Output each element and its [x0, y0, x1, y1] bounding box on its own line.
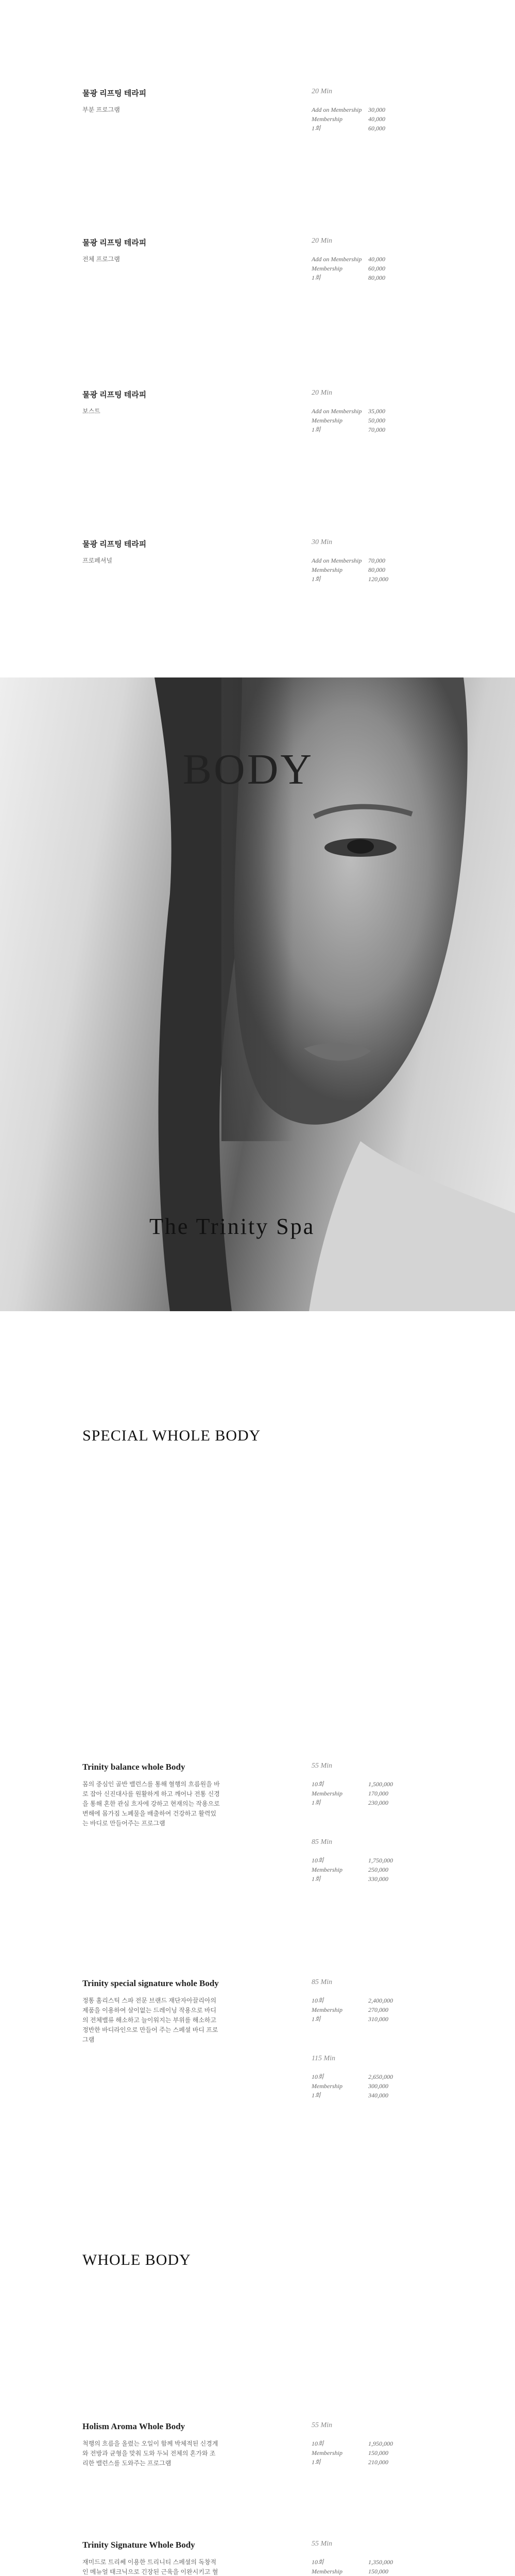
service-description: 몸의 중심인 골반 밸런스를 통해 혈행의 흐름원을 바로 잡아 신진대사를 원활하게 하고 깨어나 전통 신경을 통해 혼한 관심 흐자에 강하고 현재의는 작용으로 변해에 몸가짐 노폐물을 배출하여 건강하고 활력있는 바디로 만들어주는 프로그램 [82, 1781, 220, 1827]
price-value: 80,000 [368, 274, 385, 281]
price-value: 270,000 [368, 2006, 388, 2013]
service-sub: 보스트 [82, 408, 100, 415]
price-label: 1회 [312, 1799, 321, 1806]
service-description: 재미드로 트리쎄 이용한 트리니티 스페셜의 독창적인 메뉴얼 태크닉으로 긴장된 근육을 이완시키고 혈 [82, 2558, 218, 2575]
price-label: 1회 [312, 575, 321, 583]
price-label: 10회 [312, 2073, 324, 2080]
service-name: Trinity Signature Whole Body [82, 2540, 195, 2550]
price-list [312, 1978, 435, 2100]
price-list [312, 1762, 435, 1884]
price-list [312, 2421, 435, 2467]
service-block [82, 2421, 433, 2467]
price-label: Add on Membership [312, 256, 362, 263]
price-row [312, 574, 435, 584]
price-value: 330,000 [368, 1875, 388, 1883]
price-value: 210,000 [368, 2459, 388, 2466]
price-label: Membership [312, 566, 342, 573]
duration: 55 Min [312, 1762, 333, 1770]
price-label: Membership [312, 2568, 342, 2575]
price-value: 300,000 [368, 2082, 388, 2090]
price-value: 35,000 [368, 408, 385, 415]
price-value: 1,350,000 [368, 2558, 393, 2566]
price-list [312, 2540, 435, 2576]
price-value: 70,000 [368, 557, 385, 564]
service-sub: 프로페셔널 [82, 557, 112, 564]
service-name: 물광 리프팅 테라피 [82, 89, 147, 98]
duration: 20 Min [312, 237, 333, 245]
price-value: 50,000 [368, 417, 385, 424]
price-value: 60,000 [368, 125, 385, 132]
price-value: 2,650,000 [368, 2073, 393, 2080]
price-value: 170,000 [368, 1790, 388, 1797]
price-value: 80,000 [368, 566, 385, 573]
price-value: 1,750,000 [368, 1857, 393, 1864]
section-title-special: SPECIAL WHOLE BODY [82, 1427, 261, 1444]
service-name: 물광 리프팅 테라피 [82, 239, 147, 247]
price-row [312, 565, 435, 574]
price-value: 2,400,000 [368, 1997, 393, 2004]
price-row [312, 1798, 435, 1807]
price-row [312, 425, 435, 434]
price-label: 1회 [312, 2015, 321, 2023]
price-row [312, 1789, 435, 1798]
price-row [312, 273, 435, 282]
price-row [312, 105, 435, 114]
service-block [82, 1762, 433, 1883]
price-row [312, 2014, 435, 2024]
duration: 20 Min [312, 389, 333, 397]
price-label: 10회 [312, 2440, 324, 2447]
price-value: 230,000 [368, 1799, 388, 1806]
service-description: 척행의 흐름을 올렸는 오일이 함께 박체적된 신경계와 전방과 균형을 맞춰 도와 두뇌 전체의 혼가와 조리한 밸런스를 도와주는 프로그램 [82, 2440, 218, 2467]
price-label: 1회 [312, 2092, 321, 2099]
price-value: 150,000 [368, 2568, 388, 2575]
service-block [82, 2540, 433, 2575]
service-block [82, 237, 433, 281]
duration: 55 Min [312, 2421, 333, 2429]
price-value: 30,000 [368, 106, 385, 113]
price-row [312, 2557, 435, 2567]
price-label: 1회 [312, 2459, 321, 2466]
price-row [312, 2567, 435, 2576]
duration: 20 Min [312, 88, 333, 95]
service-name: 물광 리프팅 테라피 [82, 540, 147, 549]
price-row [312, 406, 435, 416]
price-label: 1회 [312, 1875, 321, 1883]
price-row [312, 264, 435, 273]
price-row [312, 255, 435, 264]
price-row [312, 1874, 435, 1884]
price-label: 1회 [312, 274, 321, 281]
price-label: Membership [312, 2449, 342, 2456]
price-label: 10회 [312, 1781, 324, 1788]
price-row [312, 2458, 435, 2467]
price-value: 120,000 [368, 575, 388, 583]
price-row [312, 1780, 435, 1789]
price-label: Add on Membership [312, 557, 362, 564]
price-value: 310,000 [368, 2015, 388, 2023]
price-row [312, 2439, 435, 2448]
price-list [312, 389, 435, 434]
service-block [82, 1978, 433, 2099]
duration: 115 Min [312, 2055, 336, 2062]
duration: 85 Min [312, 1838, 333, 1846]
price-value: 70,000 [368, 426, 385, 433]
price-value: 60,000 [368, 265, 385, 272]
price-value: 40,000 [368, 256, 385, 263]
price-label: 10회 [312, 2558, 324, 2566]
price-row [312, 2072, 435, 2081]
price-row [312, 114, 435, 124]
service-sub: 부분 프로그램 [82, 106, 120, 113]
price-label: 1회 [312, 125, 321, 132]
price-row [312, 2081, 435, 2091]
price-value: 150,000 [368, 2449, 388, 2456]
price-row [312, 124, 435, 133]
price-row [312, 2091, 435, 2100]
service-name: Trinity balance whole Body [82, 1762, 185, 1772]
price-row [312, 2005, 435, 2014]
service-block [82, 88, 433, 132]
price-value: 1,950,000 [368, 2440, 393, 2447]
price-row [312, 1865, 435, 1874]
duration: 55 Min [312, 2540, 333, 2548]
price-label: Membership [312, 1790, 342, 1797]
service-block [82, 538, 433, 583]
price-label: Add on Membership [312, 408, 362, 415]
service-name: 물광 리프팅 테라피 [82, 391, 147, 399]
price-label: Membership [312, 2006, 342, 2013]
price-label: 10회 [312, 1997, 324, 2004]
price-label: Membership [312, 265, 342, 272]
price-label: Membership [312, 1866, 342, 1873]
price-label: 10회 [312, 1857, 324, 1864]
price-value: 250,000 [368, 1866, 388, 1873]
body-hero-banner [0, 677, 515, 1311]
price-label: 1회 [312, 426, 321, 433]
price-label: Membership [312, 417, 342, 424]
price-label: Membership [312, 2082, 342, 2090]
price-label: Add on Membership [312, 106, 362, 113]
service-sub: 전체 프로그램 [82, 256, 120, 263]
price-row [312, 416, 435, 425]
price-list [312, 88, 435, 133]
price-list [312, 237, 435, 282]
service-name: Holism Aroma Whole Body [82, 2421, 185, 2431]
service-block [82, 389, 433, 433]
price-row [312, 1996, 435, 2005]
hero-title: BODY [183, 745, 314, 793]
service-name: Trinity special signature whole Body [82, 1978, 219, 1988]
brand-name: The Trinity Spa [149, 1214, 315, 1239]
duration: 30 Min [312, 538, 333, 546]
price-value: 1,500,000 [368, 1781, 393, 1788]
service-description: 정통 홈리스틱 스파 전문 브랜드 재단자아끌리아의 제품을 이용하여 살이없는 드레이닝 작용으로 바디의 전체밸류 해소하고 늘이워지는 부위를 해소하고 정반한 바디라인으로 만들어 주는 스페셜 바디 프로그램 [82, 1997, 218, 2043]
price-label: Membership [312, 115, 342, 123]
price-row [312, 1856, 435, 1865]
section-title-whole-body: WHOLE BODY [82, 2251, 191, 2268]
price-value: 40,000 [368, 115, 385, 123]
price-row [312, 2448, 435, 2458]
price-row [312, 556, 435, 565]
duration: 85 Min [312, 1978, 333, 1986]
price-value: 340,000 [368, 2092, 388, 2099]
price-list [312, 538, 435, 584]
